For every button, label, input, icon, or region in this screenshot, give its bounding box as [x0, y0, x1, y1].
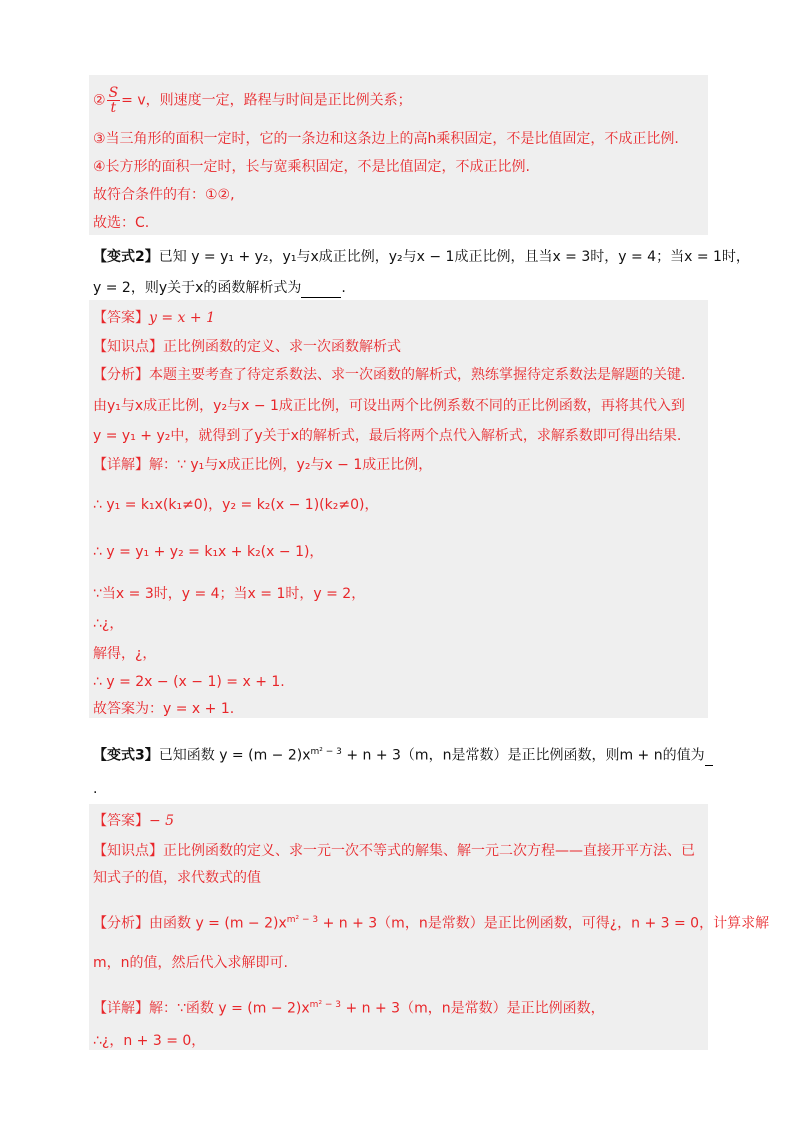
analysis-3-line-1: 【分析】由函数 $y = (m - 2)x^{m^2 - 3} + n + 3(m$，n是常数）是正比例函数，可得¿，n + 3 = 0，计算求解 — [93, 915, 770, 932]
question-2-line-2: y = 2，则y关于x的函数解析式为 . — [93, 280, 346, 296]
solution-line-3: ③当三角形的面积一定时，它的一条边和这条边上的高h乘积固定，不是比值固定，不成正比例. — [93, 131, 679, 147]
solution-line-4: ④长方形的面积一定时，长与宽乘积固定，不是比值固定，不成正比例. — [93, 159, 530, 175]
answer-blank — [301, 283, 341, 298]
detail-2-line-4: ∵当x = 3时，y = 4；当x = 1时，y = 2， — [93, 586, 366, 602]
detail-2-line-8: 故答案为：y = x + 1. — [93, 701, 235, 717]
detail-2-line-1: 【详解】解：∵ y₁与x成正比例，y₂与x − 1成正比例， — [93, 457, 433, 473]
solution-line-5: 故符合条件的有：①②, — [93, 187, 235, 203]
analysis-2-line-1: 【分析】本题主要考查了待定系数法、求一次函数的解析式，熟练掌握待定系数法是解题的关键. — [93, 367, 686, 383]
detail-3-line-2: ∴¿，n + 3 = 0， — [93, 1033, 206, 1049]
answer-2: 【答案】y = x + 1 — [93, 310, 215, 326]
analysis-3-line-2: m，n的值，然后代入求解即可. — [93, 955, 288, 971]
knowledge-point-3-line-1: 【知识点】正比例函数的定义、求一元一次不等式的解集、解一元二次方程——直接开平方法、已 — [93, 843, 695, 859]
question-2-tag: 【变式2】 — [93, 249, 159, 265]
detail-3-line-1: 【详解】解：∵函数 $y = (m - 2)x^{m^2 - 3} + n + 3(m$，n是常数）是正比例函数， — [93, 1000, 605, 1017]
fraction-s-over-t: $\frac{S}{t}$ — [108, 85, 119, 116]
answer-blank — [705, 751, 713, 766]
question-3-tag: 【变式3】 — [93, 747, 159, 764]
detail-2-line-5: ∴¿， — [93, 616, 124, 632]
analysis-2-line-2: 由y₁与x成正比例，y₂与x − 1成正比例，可设出两个比例系数不同的正比例函数，再将其代入到 — [93, 398, 685, 414]
detail-2-line-3: ∴ y = y₁ + y₂ = k₁x + k₂(x − 1)， — [93, 544, 324, 560]
solution-line-6: 故选：C. — [93, 215, 150, 231]
knowledge-point-2: 【知识点】正比例函数的定义、求一次函数解析式 — [93, 339, 401, 355]
question-3-line-2: . — [93, 781, 98, 797]
solution-line-2: ② $\frac{S}{t}$ = v，则速度一定，路程与时间是正比例关系； — [93, 85, 412, 116]
question-3-line-1: 【变式3】已知函数 $y = (m - 2)x^{m^2 - 3} + n + 3(m$，n是常数）是正比例函数，则m + n的值为 — [93, 742, 713, 766]
detail-2-line-7: ∴ y = 2x − (x − 1) = x + 1. — [93, 674, 285, 690]
detail-2-line-2: ∴ y₁ = k₁x(k₁≠0)，y₂ = k₂(x − 1)(k₂≠0)， — [93, 497, 379, 513]
detail-2-line-6: 解得，¿， — [93, 646, 157, 662]
answer-3: 【答案】− 5 — [93, 813, 175, 829]
analysis-2-line-3: y = y₁ + y₂中，就得到了y关于x的解析式，最后将两个点代入解析式，求解系数即可得出结果. — [93, 428, 682, 444]
knowledge-point-3-line-2: 知式子的值，求代数式的值 — [93, 870, 261, 886]
question-2-line-1: 【变式2】已知 y = y₁ + y₂，y₁与x成正比例，y₂与x − 1成正比例，且当x = 3时，y = 4；当x = 1时， — [93, 249, 750, 265]
